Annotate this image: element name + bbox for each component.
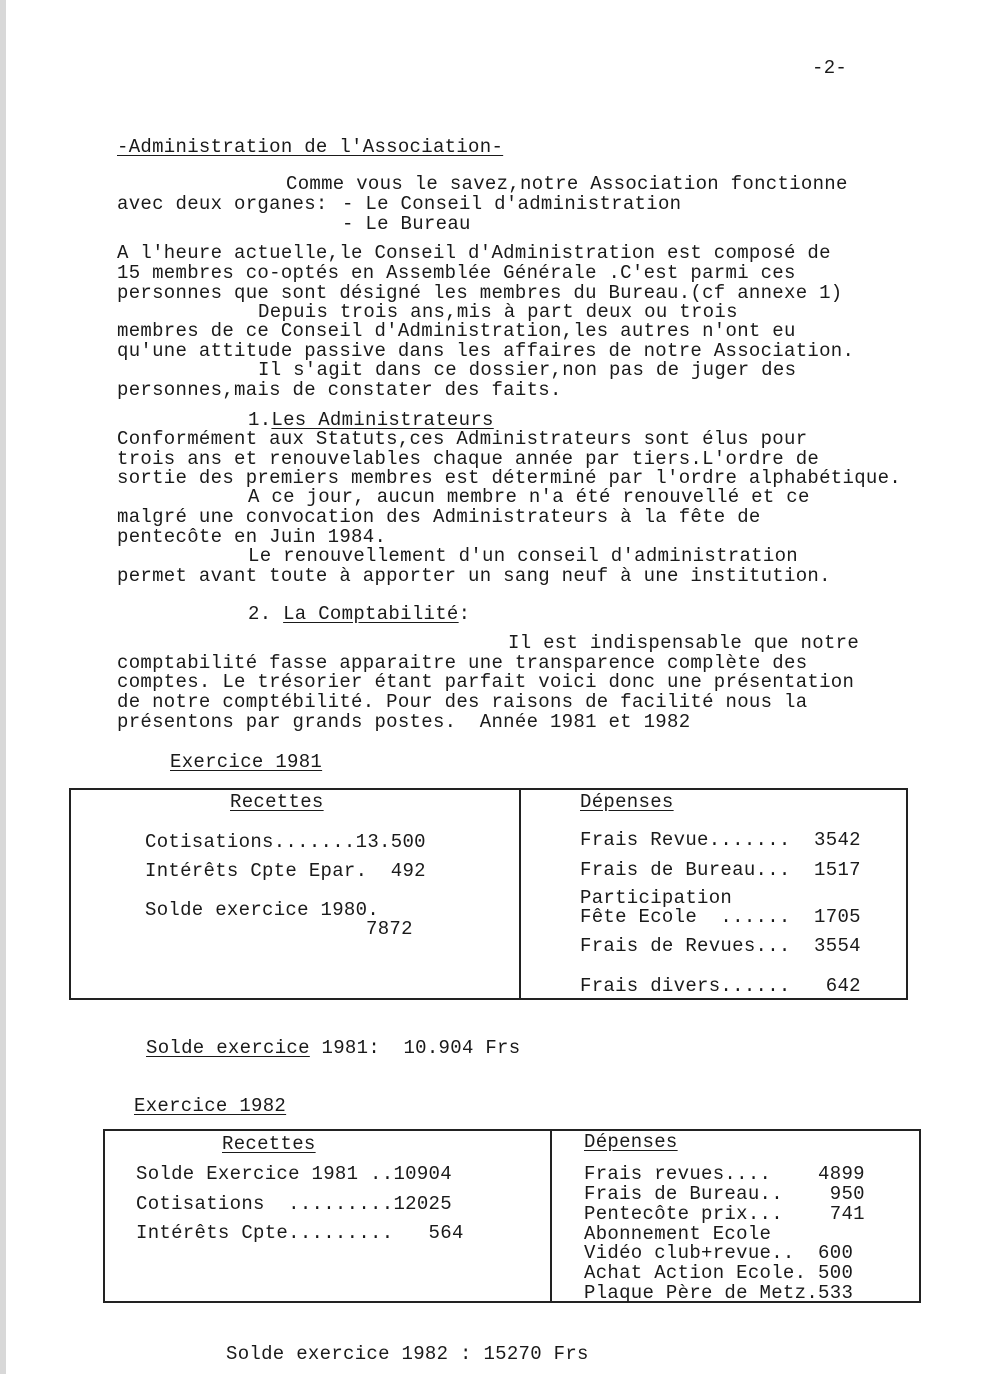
para1-line: personnes,mais de constater des faits. bbox=[117, 379, 562, 401]
recette-1981: 7872 bbox=[366, 918, 413, 940]
recette-1982: Intérêts Cpte......... 564 bbox=[136, 1222, 464, 1244]
section1-line: Le renouvellement d'un conseil d'administration bbox=[248, 545, 798, 567]
depense-1982: Achat Action Ecole. 500 bbox=[584, 1262, 854, 1284]
depense-1982: Plaque Père de Metz.533 bbox=[584, 1282, 854, 1304]
exercise-1982-recettes-header: Recettes bbox=[222, 1133, 316, 1155]
section1-number: 1. bbox=[248, 409, 272, 431]
section2-number: 2. bbox=[248, 603, 272, 625]
section2-colon: : bbox=[458, 603, 471, 625]
solde-1981 bbox=[146, 1038, 520, 1058]
solde-1981-value: 1981: 10.904 Frs bbox=[321, 1037, 521, 1059]
para1-line: 15 membres co-optés en Assemblée Générale .C'est parmi ces bbox=[117, 262, 796, 284]
depense-1982: Frais de Bureau.. 950 bbox=[584, 1183, 865, 1205]
exercise-1982-title: Exercice 1982 bbox=[134, 1095, 287, 1117]
exercise-1981-depenses-header: Dépenses bbox=[580, 791, 674, 813]
para1-line: A l'heure actuelle,le Conseil d'Administration est composé de bbox=[117, 242, 831, 264]
para1-line: Depuis trois ans,mis à part deux ou trois bbox=[258, 301, 738, 323]
depense-1981: Fête Ecole ...... 1705 bbox=[580, 906, 861, 928]
exercise-1981-divider bbox=[519, 788, 521, 1000]
exercise-1981-recettes-header: Recettes bbox=[230, 791, 324, 813]
page-number: -2- bbox=[812, 57, 848, 79]
solde-1982: Solde exercice 1982 : 15270 Frs bbox=[226, 1343, 589, 1365]
recette-1982: Solde Exercice 1981 ..10904 bbox=[136, 1163, 452, 1185]
organ-conseil: - Le Conseil d'administration bbox=[342, 193, 682, 215]
depense-1981: Frais de Revues... 3554 bbox=[580, 935, 861, 957]
exercise-1981-title: Exercice 1981 bbox=[170, 751, 323, 773]
section-title: -Administration de l'Association- bbox=[117, 136, 504, 158]
section1-line: permet avant toute à apporter un sang neuf à une institution. bbox=[117, 565, 831, 587]
para1-line: personnes que sont désigné les membres du Bureau.(cf annexe 1) bbox=[117, 282, 843, 304]
solde-1981-label: Solde exercice bbox=[146, 1037, 310, 1059]
section2-line: de notre comptébilité. Pour des raisons de facilité nous la bbox=[117, 691, 808, 713]
exercise-1981-table bbox=[69, 788, 908, 1000]
section1-line: Conformément aux Statuts,ces Administrateurs sont élus pour bbox=[117, 428, 808, 450]
depense-1981: Participation bbox=[580, 887, 733, 909]
recette-1981: Intérêts Cpte Epar. 492 bbox=[145, 860, 426, 882]
depense-1981: Frais divers...... 642 bbox=[580, 975, 861, 997]
depense-1982: Vidéo club+revue.. 600 bbox=[584, 1242, 854, 1264]
depense-1982: Frais revues.... 4899 bbox=[584, 1163, 865, 1185]
organ-bureau: - Le Bureau bbox=[342, 213, 471, 235]
para1-line: qu'une attitude passive dans les affaires de notre Association. bbox=[117, 340, 855, 362]
depense-1982: Abonnement Ecole bbox=[584, 1223, 772, 1245]
section1-line: trois ans et renouvelables chaque année par tiers.L'ordre de bbox=[117, 448, 820, 470]
section2-line: présentons par grands postes. Année 1981 et 1982 bbox=[117, 711, 691, 733]
para1-line: membres de ce Conseil d'Administration,les autres n'ont eu bbox=[117, 320, 796, 342]
depense-1982: Pentecôte prix... 741 bbox=[584, 1203, 865, 1225]
section2-line: comptabilité fasse apparaitre une transparence complète des bbox=[117, 652, 808, 674]
section1-heading bbox=[248, 410, 494, 430]
section1-line: pentecôte en Juin 1984. bbox=[117, 526, 387, 548]
scan-edge bbox=[0, 0, 6, 1374]
para1-line: Il s'agit dans ce dossier,non pas de juger des bbox=[258, 359, 797, 381]
depense-1981: Frais Revue....... 3542 bbox=[580, 829, 861, 851]
section1-line: A ce jour, aucun membre n'a été renouvellé et ce bbox=[248, 486, 810, 508]
exercise-1982-depenses-header: Dépenses bbox=[584, 1131, 678, 1153]
section2-line: comptes. Le trésorier étant parfait voici donc une présentation bbox=[117, 671, 855, 693]
section1-title: Les Administrateurs bbox=[271, 409, 494, 431]
section1-line: malgré une convocation des Administrateurs à la fête de bbox=[117, 506, 761, 528]
section2-heading bbox=[248, 604, 470, 624]
exercise-1982-divider bbox=[550, 1129, 552, 1303]
recette-1981: Cotisations.......13.500 bbox=[145, 831, 426, 853]
section1-line: sortie des premiers membres est déterminé par l'ordre alphabétique. bbox=[117, 467, 902, 489]
intro-line-2: avec deux organes: bbox=[117, 193, 328, 215]
depense-1981: Frais de Bureau... 1517 bbox=[580, 859, 861, 881]
section2-title: La Comptabilité bbox=[283, 603, 459, 625]
recette-1982: Cotisations .........12025 bbox=[136, 1193, 452, 1215]
section2-line: Il est indispensable que notre bbox=[508, 632, 860, 654]
intro-line-1: Comme vous le savez,notre Association fonctionne bbox=[286, 173, 848, 195]
recette-1981: Solde exercice 1980. bbox=[145, 899, 380, 921]
